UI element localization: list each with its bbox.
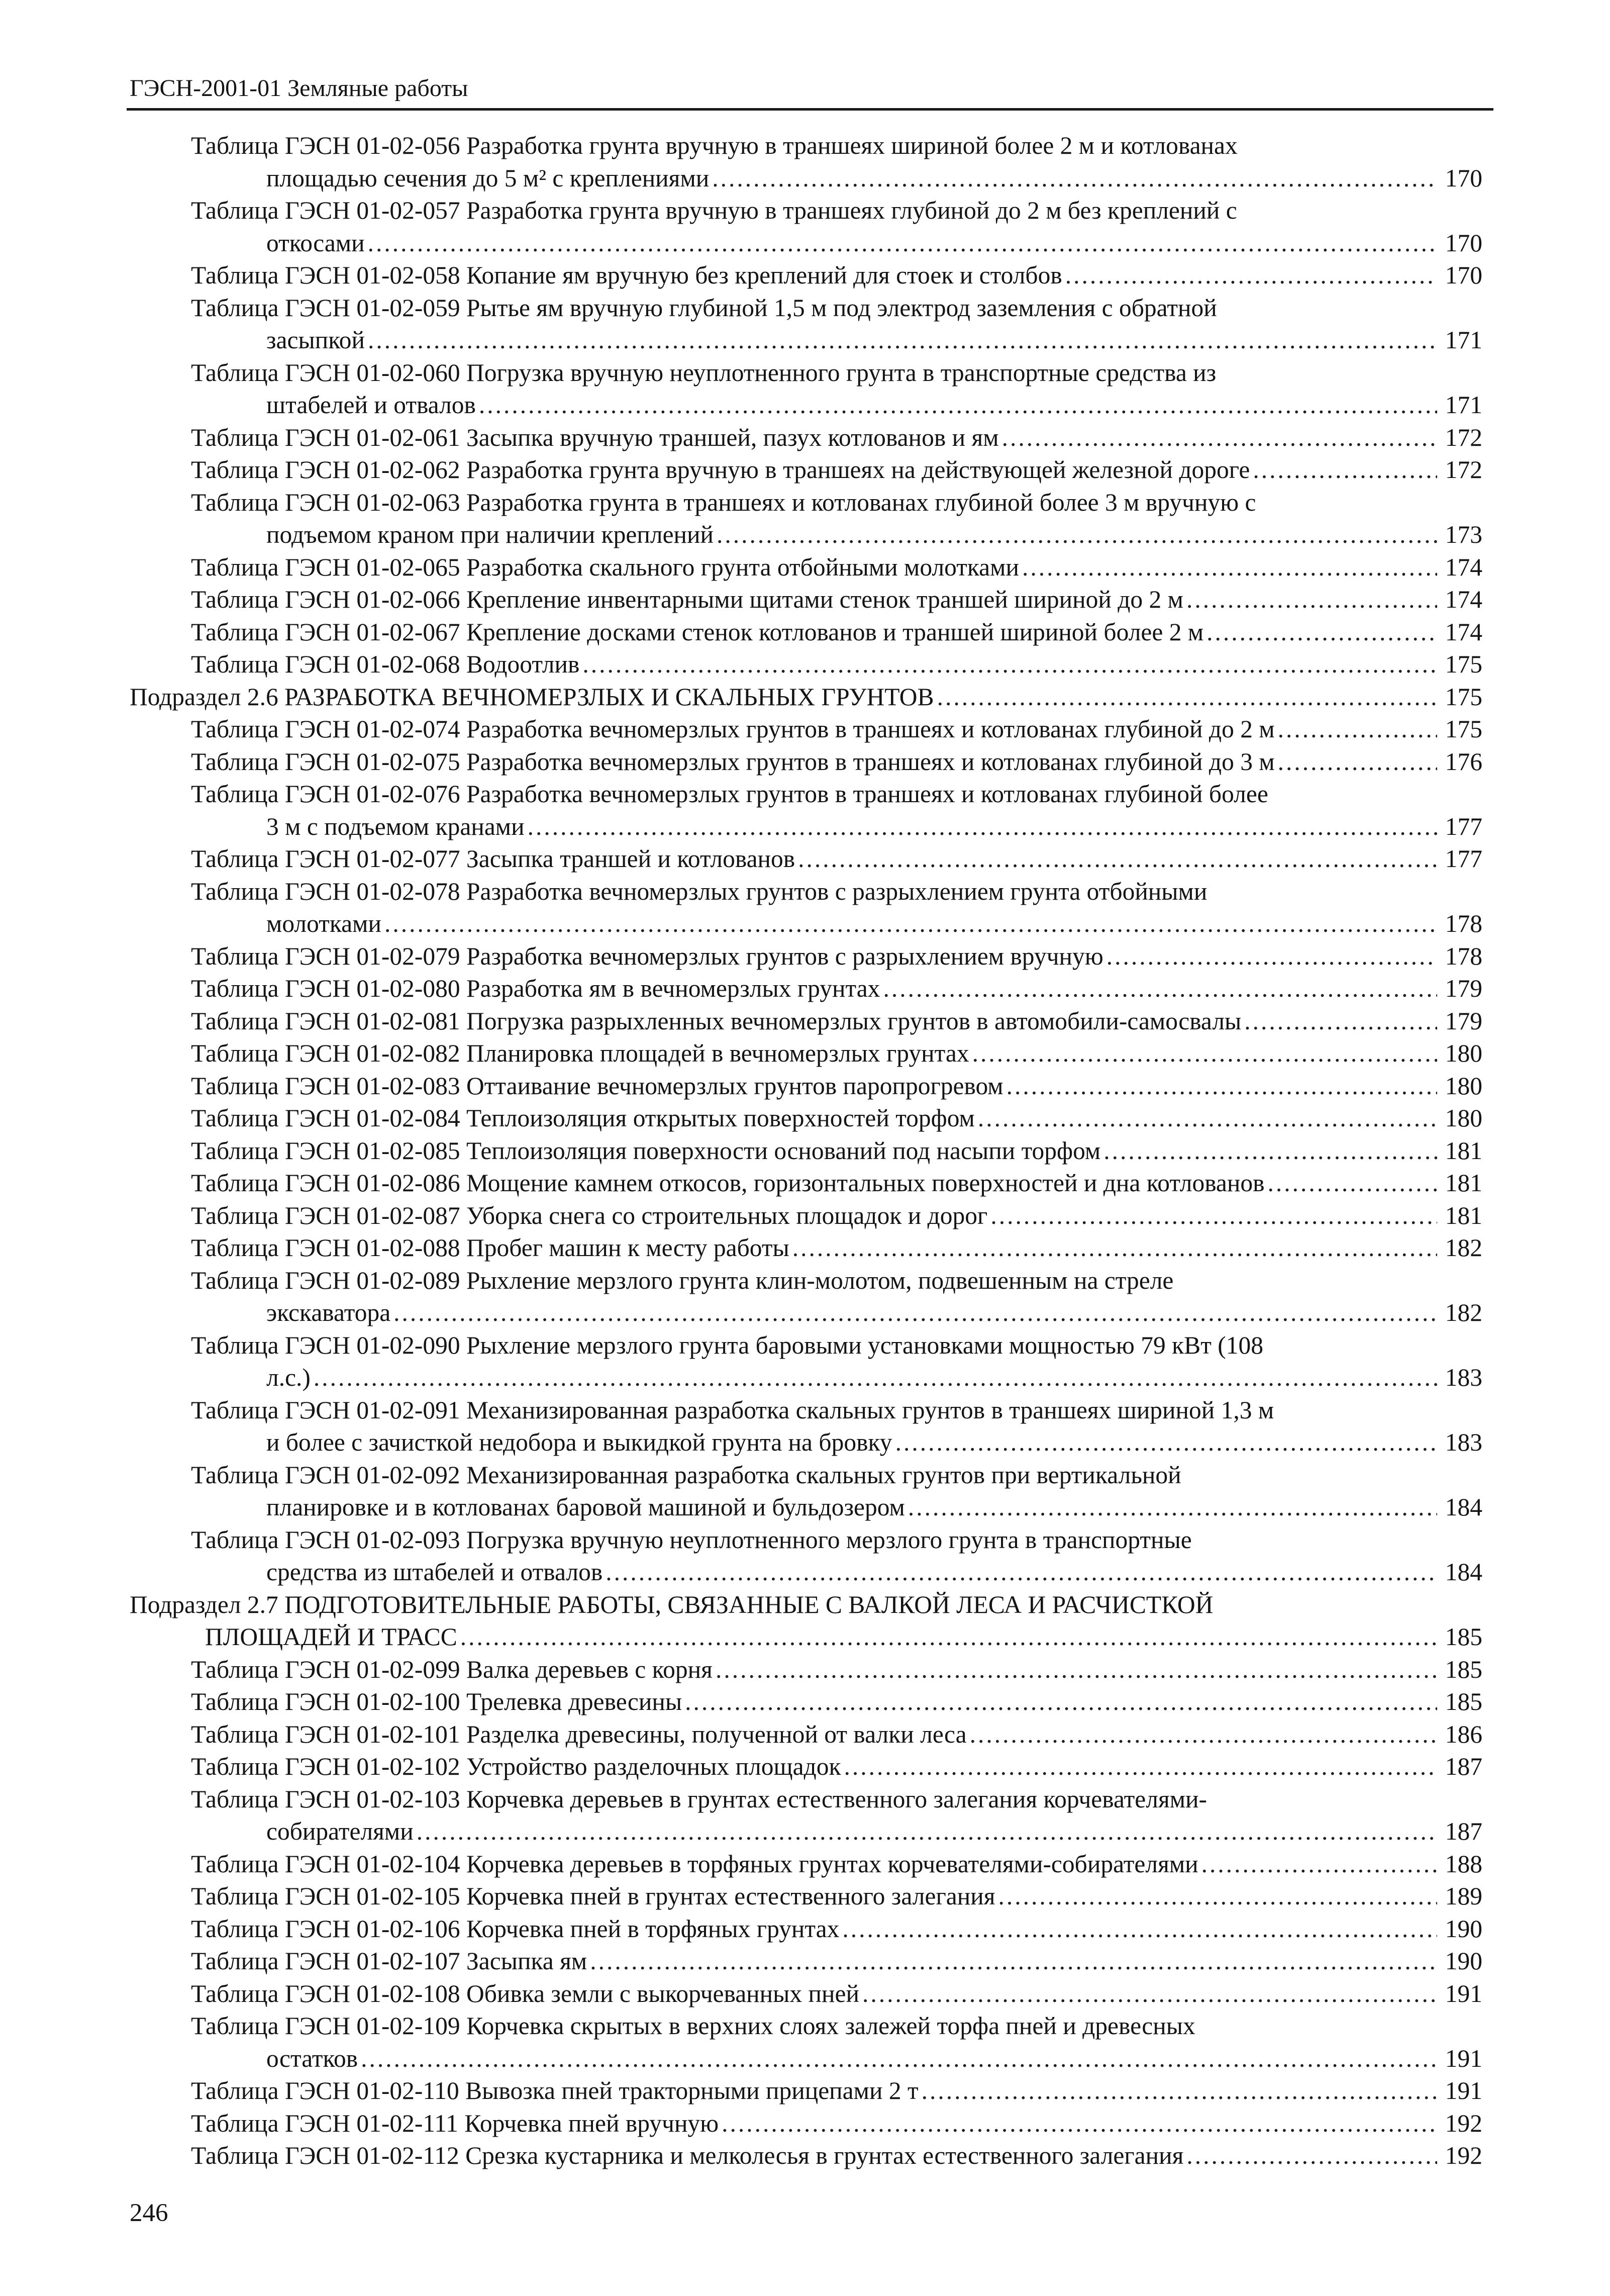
toc-entry-text: Таблица ГЭСН 01-02-104 Корчевка деревьев в торфяных грунтах корчевателями-собирателями [191,1850,1198,1878]
toc-table-entry[interactable] [191,357,1610,422]
toc-table-entry[interactable] [191,1329,1610,1394]
toc-table-entry[interactable] [191,1686,1610,1718]
toc-page-number: 172 [1445,456,1482,484]
toc-page-number: 190 [1445,1915,1482,1943]
toc-table-entry[interactable] [191,487,1610,551]
toc-entry-text: Таблица ГЭСН 01-02-107 Засыпка ям [191,1947,587,1975]
toc-page-number: 176 [1445,747,1482,776]
toc-page-number: 178 [1445,910,1482,937]
dot-leader [908,1491,1437,1524]
toc-entry-text: Таблица ГЭСН 01-02-063 Разработка грунта в траншеях и котлованах глубиной более 3 м вручную с [191,488,1256,516]
toc-entry-text: средства из штабелей и отвалов [266,1558,603,1586]
dot-leader [1007,1070,1437,1103]
toc-entry-text: Таблица ГЭСН 01-02-060 Погрузка вручную неуплотненного грунта в транспортные средства из [191,358,1217,387]
toc-page-number: 180 [1445,1072,1482,1100]
dot-leader [1186,2140,1437,2172]
dot-leader [1022,551,1437,584]
toc-entry-text: Таблица ГЭСН 01-02-101 Разделка древесины, полученной от валки леса [191,1720,967,1748]
page-number: 246 [130,2199,168,2227]
toc-page-number: 170 [1445,164,1482,192]
toc-table-entry[interactable] [191,551,1610,584]
dot-leader [972,1037,1437,1070]
toc-page-number: 182 [1445,1234,1482,1262]
toc-page-number: 180 [1445,1039,1482,1067]
toc-entry-text: Таблица ГЭСН 01-02-079 Разработка вечномерзлых грунтов с разрыхлением вручную [191,942,1103,970]
dot-leader [590,1945,1437,1978]
toc-entry-text: Таблица ГЭСН 01-02-062 Разработка грунта вручную в траншеях на действующей железной дороге [191,456,1250,484]
toc-table-entry[interactable] [191,1880,1610,1913]
toc-entry-text: Таблица ГЭСН 01-02-109 Корчевка скрытых в верхних слоях залежей торфа пней и древесных [191,2012,1195,2040]
dot-leader [862,1978,1437,2011]
toc-entry-text: Таблица ГЭСН 01-02-074 Разработка вечномерзлых грунтов в траншеях и котлованах глубиной до 2 м [191,715,1275,743]
toc-entry-text: засыпкой [266,326,365,354]
toc-page-number: 181 [1445,1136,1482,1165]
toc-entry-text: собирателями [266,1817,414,1845]
toc-table-entry[interactable] [191,746,1610,779]
toc-table-entry[interactable] [191,778,1610,843]
dot-leader [460,1621,1437,1654]
toc-entry-text: Таблица ГЭСН 01-02-065 Разработка скального грунта отбойными молотками [191,553,1019,581]
toc-table-entry[interactable] [191,1945,1610,1978]
toc-entry-text: 3 м с подъемом кранами [266,812,525,840]
toc-page-number: 185 [1445,1623,1482,1651]
table-of-contents [0,130,1610,2172]
toc-entry-text: Таблица ГЭСН 01-02-080 Разработка ям в вечномерзлых грунтах [191,975,880,1002]
toc-page-number: 175 [1445,683,1482,711]
dot-leader [368,227,1437,260]
toc-entry-text: Таблица ГЭСН 01-02-058 Копание ям вручную без креплений для стоек и столбов [191,261,1062,289]
dot-leader [314,1362,1437,1394]
toc-page-number: 191 [1445,2077,1482,2104]
toc-entry-text: молотками [266,910,381,937]
toc-table-entry[interactable] [191,1005,1610,1038]
toc-entry-text: Таблица ГЭСН 01-02-056 Разработка грунта вручную в траншеях шириной более 2 м и котлованах [191,132,1238,159]
toc-page-number: 192 [1445,2109,1482,2137]
toc-page-number: 181 [1445,1169,1482,1197]
toc-entry-text: штабелей и отвалов [266,391,476,419]
dot-leader [1268,1167,1437,1200]
dot-leader [479,389,1437,422]
dot-leader [895,1426,1437,1459]
dot-leader [1278,713,1437,746]
toc-entry-text: площадью сечения до 5 м² с креплениями [266,164,710,192]
toc-page-number: 179 [1445,1007,1482,1035]
header-rule [127,108,1493,111]
toc-page-number: 180 [1445,1104,1482,1132]
toc-entry-text: откосами [266,229,365,257]
dot-leader [417,1815,1437,1848]
dot-leader [970,1718,1437,1751]
toc-entry-text: Таблица ГЭСН 01-02-108 Обивка земли с выкорчеванных пней [191,1979,859,2007]
dot-leader [1186,584,1437,616]
toc-entry-text: Таблица ГЭСН 01-02-111 Корчевка пней вручную [191,2109,719,2137]
toc-entry-text: Таблица ГЭСН 01-02-083 Оттаивание вечномерзлых грунтов паропрогревом [191,1072,1003,1100]
toc-page-number: 184 [1445,1558,1482,1586]
toc-page-number: 178 [1445,942,1482,970]
toc-page-number: 191 [1445,2044,1482,2072]
toc-table-entry[interactable] [191,1037,1610,1070]
toc-entry-text: Таблица ГЭСН 01-02-082 Планировка площадей в вечномерзлых грунтах [191,1039,969,1067]
toc-page-number: 182 [1445,1299,1482,1326]
toc-page-number: 190 [1445,1947,1482,1975]
dot-leader [712,162,1437,195]
toc-entry-text: Таблица ГЭСН 01-02-078 Разработка вечномерзлых грунтов с разрыхлением грунта отбойными [191,877,1208,905]
toc-entry-text: Таблица ГЭСН 01-02-084 Теплоизоляция открытых поверхностей торфом [191,1104,975,1132]
toc-entry-text: Таблица ГЭСН 01-02-088 Пробег машин к месту работы [191,1234,789,1262]
toc-entry-text: Таблица ГЭСН 01-02-067 Крепление досками стенок котлованов и траншей шириной более 2 м [191,618,1204,646]
toc-table-entry[interactable] [191,292,1610,357]
toc-entry-text: Таблица ГЭСН 01-02-090 Рыхление мерзлого грунта баровыми установками мощностью 79 кВт (108 [191,1331,1263,1359]
toc-table-entry[interactable] [191,1459,1610,1524]
dot-leader [368,324,1437,357]
toc-entry-text: Таблица ГЭСН 01-02-092 Механизированная разработка скальных грунтов при вертикальной [191,1461,1181,1489]
toc-page-number: 186 [1445,1720,1482,1748]
toc-page-number: 171 [1445,326,1482,354]
toc-page-number: 185 [1445,1688,1482,1715]
toc-page-number: 188 [1445,1850,1482,1878]
toc-entry-text: Таблица ГЭСН 01-02-061 Засыпка вручную траншей, пазух котлованов и ям [191,423,999,451]
toc-page-number: 177 [1445,845,1482,873]
toc-table-entry[interactable] [191,1070,1610,1103]
toc-entry-text: Таблица ГЭСН 01-02-087 Уборка снега со строительных площадок и дорог [191,1201,988,1229]
toc-page-number: 175 [1445,715,1482,743]
dot-leader [883,973,1437,1005]
toc-table-entry[interactable] [191,1718,1610,1751]
toc-table-entry[interactable] [191,1200,1610,1232]
toc-entry-text: Таблица ГЭСН 01-02-103 Корчевка деревьев в грунтах естественного залегания корчевателями- [191,1785,1208,1813]
toc-entry-text: Таблица ГЭСН 01-02-110 Вывозка пней тракторными прицепами 2 т [191,2077,919,2104]
dot-leader [1201,1848,1437,1881]
dot-leader [722,2108,1437,2140]
toc-table-entry[interactable] [191,1524,1610,1589]
toc-table-entry[interactable] [191,2108,1610,2140]
toc-page-number: 174 [1445,618,1482,646]
dot-leader [1278,746,1437,779]
toc-entry-text: экскаватора [266,1299,391,1326]
toc-entry-text: Таблица ГЭСН 01-02-112 Срезка кустарника и мелколесья в грунтах естественного залегания [191,2142,1184,2169]
toc-page-number: 191 [1445,1979,1482,2007]
toc-table-entry[interactable] [191,616,1610,649]
toc-table-entry[interactable] [191,1232,1610,1265]
toc-table-entry[interactable] [191,584,1610,616]
toc-page-number: 170 [1445,229,1482,257]
toc-entry-text: ПЛОЩАДЕЙ И ТРАСС [205,1623,457,1651]
toc-table-entry[interactable] [191,259,1610,292]
dot-leader [792,1232,1437,1265]
toc-entry-text: Таблица ГЭСН 01-02-066 Крепление инвентарными щитами стенок траншей шириной до 2 м [191,586,1183,613]
toc-page-number: 172 [1445,423,1482,451]
dot-leader [998,1880,1437,1913]
dot-leader [1065,259,1437,292]
toc-table-entry[interactable] [191,973,1610,1005]
toc-page-number: 183 [1445,1428,1482,1456]
dot-leader [990,1200,1437,1232]
toc-table-entry[interactable] [191,1751,1610,1783]
dot-leader [606,1556,1437,1589]
toc-entry-text: Таблица ГЭСН 01-02-085 Теплоизоляция поверхности оснований под насыпи торфом [191,1136,1101,1165]
toc-table-entry[interactable] [191,195,1610,259]
toc-entry-text: Таблица ГЭСН 01-02-099 Валка деревьев с корня [191,1655,713,1683]
toc-entry-text: л.с.) [266,1364,311,1391]
toc-entry-text: Таблица ГЭСН 01-02-106 Корчевка пней в торфяных грунтах [191,1915,840,1943]
toc-section-entry[interactable] [130,1589,1610,1654]
toc-entry-text: Таблица ГЭСН 01-02-057 Разработка грунта вручную в траншеях глубиной до 2 м без креплений с [191,197,1237,224]
toc-entry-text: и более с зачисткой недобора и выкидкой грунта на бровку [266,1428,892,1456]
toc-table-entry[interactable] [191,1978,1610,2011]
running-header: ГЭСН-2001-01 Земляные работы [130,75,468,102]
toc-entry-text: остатков [266,2044,358,2072]
toc-entry-text: Таблица ГЭСН 01-02-105 Корчевка пней в грунтах естественного залегания [191,1882,995,1910]
toc-page-number: 183 [1445,1364,1482,1391]
toc-entry-text: Таблица ГЭСН 01-02-089 Рыхление мерзлого грунта клин-молотом, подвешенным на стреле [191,1266,1174,1294]
toc-table-entry[interactable] [191,130,1610,195]
toc-page-number: 174 [1445,586,1482,613]
toc-table-entry[interactable] [191,843,1610,876]
toc-table-entry[interactable] [191,713,1610,746]
toc-page-number: 189 [1445,1882,1482,1910]
toc-table-entry[interactable] [191,454,1610,487]
dot-leader [528,811,1437,843]
dot-leader [1253,454,1437,487]
toc-table-entry[interactable] [191,1167,1610,1200]
toc-page-number: 177 [1445,812,1482,840]
dot-leader [922,2075,1437,2108]
toc-page-number: 170 [1445,261,1482,289]
toc-table-entry[interactable] [191,1102,1610,1135]
toc-entry-text: Таблица ГЭСН 01-02-100 Трелевка древесины [191,1688,682,1715]
dot-leader [1106,940,1437,973]
dot-leader [1206,616,1437,649]
toc-page-number: 174 [1445,553,1482,581]
dot-leader [844,1751,1437,1783]
toc-entry-text: Таблица ГЭСН 01-02-081 Погрузка разрыхленных вечномерзлых грунтов в автомобили-самосвалы [191,1007,1242,1035]
toc-table-entry[interactable] [191,1913,1610,1946]
toc-table-entry[interactable] [191,1394,1610,1459]
toc-entry-text: подъемом краном при наличии креплений [266,521,714,548]
toc-table-entry[interactable] [191,1654,1610,1686]
toc-section-entry[interactable] [130,681,1610,714]
toc-entry-text: Подраздел 2.7 ПОДГОТОВИТЕЛЬНЫЕ РАБОТЫ, СВЯЗАННЫЕ С ВАЛКОЙ ЛЕСА И РАСЧИСТКОЙ [130,1590,1214,1618]
dot-leader [393,1297,1437,1329]
toc-table-entry[interactable] [191,2075,1610,2108]
dot-leader [384,908,1437,940]
dot-leader [937,681,1437,714]
dot-leader [582,648,1437,681]
toc-page-number: 181 [1445,1201,1482,1229]
toc-table-entry[interactable] [191,1265,1610,1329]
toc-page-number: 187 [1445,1753,1482,1780]
toc-entry-text: Таблица ГЭСН 01-02-093 Погрузка вручную неуплотненного мерзлого грунта в транспортные [191,1525,1192,1554]
toc-page-number: 192 [1445,2142,1482,2169]
toc-entry-text: Таблица ГЭСН 01-02-086 Мощение камнем откосов, горизонтальных поверхностей и дна котлованов [191,1169,1265,1197]
toc-page-number: 173 [1445,521,1482,548]
dot-leader [798,843,1437,876]
toc-entry-text: Таблица ГЭСН 01-02-102 Устройство разделочных площадок [191,1753,841,1780]
toc-table-entry[interactable] [191,1135,1610,1168]
toc-entry-text: Подраздел 2.6 РАЗРАБОТКА ВЕЧНОМЕРЗЛЫХ И СКАЛЬНЫХ ГРУНТОВ [130,683,934,711]
dot-leader [716,1654,1437,1686]
dot-leader [978,1102,1437,1135]
toc-table-entry[interactable] [191,1783,1610,1848]
toc-entry-text: Таблица ГЭСН 01-02-075 Разработка вечномерзлых грунтов в траншеях и котлованах глубиной до 3 м [191,747,1275,776]
toc-table-entry[interactable] [191,648,1610,681]
toc-page-number: 175 [1445,650,1482,678]
toc-page-number: 187 [1445,1817,1482,1845]
toc-table-entry[interactable] [191,876,1610,940]
toc-entry-text: Таблица ГЭСН 01-02-091 Механизированная разработка скальных грунтов в траншеях шириной 1,3 м [191,1396,1274,1424]
dot-leader [842,1913,1437,1946]
toc-table-entry[interactable] [191,2010,1610,2075]
toc-page-number: 185 [1445,1655,1482,1683]
dot-leader [361,2043,1437,2075]
toc-table-entry[interactable] [191,1848,1610,1881]
toc-entry-text: Таблица ГЭСН 01-02-068 Водоотлив [191,650,580,678]
toc-table-entry[interactable] [191,2140,1610,2172]
toc-page-number: 179 [1445,975,1482,1002]
toc-table-entry[interactable] [191,940,1610,973]
toc-table-entry[interactable] [191,422,1610,454]
dot-leader [1002,422,1437,454]
dot-leader [717,519,1437,551]
toc-entry-text: планировке и в котлованах баровой машиной и бульдозером [266,1493,905,1521]
dot-leader [685,1686,1437,1718]
toc-page-number: 184 [1445,1493,1482,1521]
dot-leader [1103,1135,1437,1168]
toc-entry-text: Таблица ГЭСН 01-02-059 Рытье ям вручную глубиной 1,5 м под электрод заземления с обратной [191,294,1217,322]
toc-entry-text: Таблица ГЭСН 01-02-077 Засыпка траншей и котлованов [191,845,795,873]
toc-entry-text: Таблица ГЭСН 01-02-076 Разработка вечномерзлых грунтов в траншеях и котлованах глубиной более [191,780,1268,808]
dot-leader [1244,1005,1437,1038]
toc-page-number: 171 [1445,391,1482,419]
